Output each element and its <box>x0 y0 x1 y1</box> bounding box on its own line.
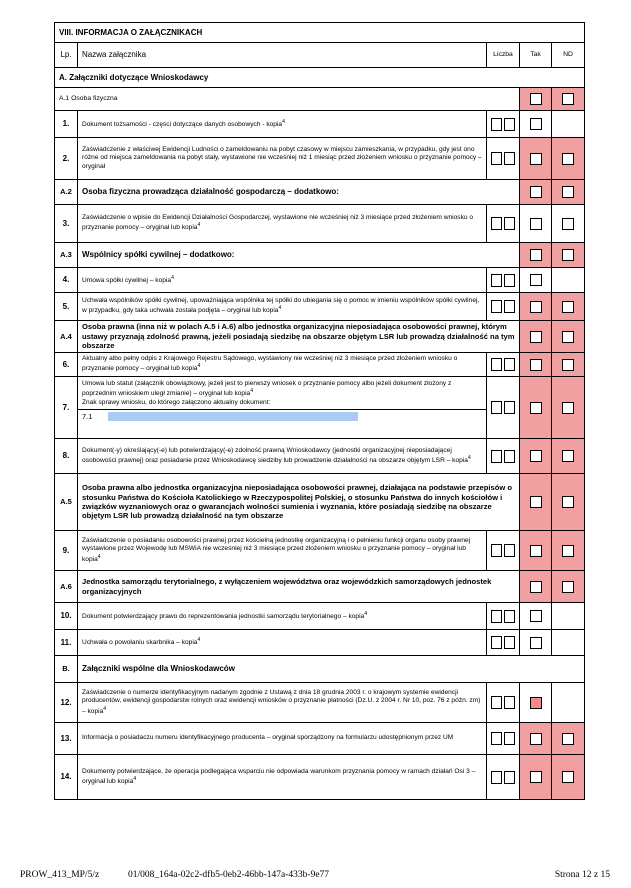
a6-label: Jednostka samorządu terytorialnego, z wyłączeniem województwa oraz wojewódzkich samorządowych jednostek organizacyjnych <box>78 571 520 603</box>
case-number-field[interactable] <box>108 412 358 421</box>
item-1-sup: 4 <box>282 118 285 125</box>
a4-yes-cell <box>520 321 552 353</box>
item-6-count-field[interactable] <box>491 358 515 371</box>
item-12-sup: 4 <box>103 705 107 712</box>
item-5-lp: 5. <box>55 293 78 321</box>
subsection-a4-row <box>55 321 585 353</box>
item-6-yes-checkbox[interactable] <box>530 359 542 371</box>
item-1-text: Dokument tożsamości - części dotyczące danych osobowych - kopia <box>82 120 283 128</box>
item-14-count-field[interactable] <box>491 771 515 784</box>
group-b-label: Załączniki wspólne dla Wnioskodawców <box>78 656 585 683</box>
a4-yes-checkbox[interactable] <box>530 331 542 343</box>
a5-code: A.5 <box>55 474 78 531</box>
item-6-nd-checkbox[interactable] <box>562 359 574 371</box>
item-14-yes-checkbox[interactable] <box>530 771 542 783</box>
section-title: VIII. INFORMACJA O ZAŁĄCZNIKACH <box>55 23 585 43</box>
item-3-yes-cell <box>520 205 552 243</box>
item-8-text: Dokument(-y) określający(-e) lub potwierdzający(-e) zdolność prawną Wnioskodawcy (jednostki organizacyjnej nieposiadającej osobowości prawnej) oraz posiadanie przez Wnioskodawcę siedziby lub prowadzenie działalności na obszarze objętym LSR – kopia <box>82 446 468 465</box>
a5-label: Osoba prawna albo jednostka organizacyjna nieposiadająca osobowości prawnej, działająca na podstawie przepisów o stosunku Państwa do Kościoła Katolickiego w Rzeczypospolitej Polskiej, o stosunku Państwa do innych kościołów i związków wyznaniowych oraz o gwarancjach wolności sumienia i wyznania, które posiadają siedzibę na obszarze objętym LSR lub prowadzą działalność na tym obszarze <box>78 474 520 531</box>
a2-code: A.2 <box>55 180 78 205</box>
item-2-nd-checkbox[interactable] <box>562 153 574 165</box>
item-4-sup: 4 <box>171 274 174 281</box>
item-11-yes-cell <box>520 630 552 656</box>
item-7-count-field[interactable] <box>491 401 515 414</box>
page-number: Strona 12 z 15 <box>554 870 610 880</box>
item-8-yes-checkbox[interactable] <box>530 450 542 462</box>
col-name: Nazwa załącznika <box>78 43 487 68</box>
document-code: 01/008_164a-02c2-dfb5-0eb2-46bb-147a-433b-9e77 <box>128 870 330 880</box>
a3-yes-checkbox[interactable] <box>530 249 542 261</box>
item-13-yes-checkbox[interactable] <box>530 733 542 745</box>
item-3-count-field[interactable] <box>491 217 515 230</box>
group-a-title: A. Załączniki dotyczące Wnioskodawcy <box>55 68 585 88</box>
item-13-yes-cell <box>520 723 552 755</box>
item-9-lp: 9. <box>55 531 78 571</box>
item-7-text: Umowa lub statut (załącznik obowiązkowy, jeżeli jest to pierwszy wniosek o przyznanie pomocy albo jeżeli dokument złożony z poprzednim wnioskiem uległ zmianie) – oryginał lub kopia <box>82 380 452 398</box>
table-row <box>55 439 585 474</box>
item-11-count-cell <box>487 630 520 656</box>
a6-nd-checkbox[interactable] <box>562 581 574 593</box>
item-11-sup: 4 <box>197 637 201 644</box>
table-row <box>55 353 585 377</box>
item-8-nd-cell <box>552 439 585 474</box>
item-4-nd-cell <box>552 268 585 293</box>
a2-nd-cell <box>552 180 585 205</box>
item-3-nd-checkbox[interactable] <box>562 218 574 230</box>
item-9-yes-cell <box>520 531 552 571</box>
item-10-nd-cell <box>552 603 585 630</box>
item-1-yes-checkbox[interactable] <box>530 118 542 130</box>
item-14-nd-cell <box>552 755 585 800</box>
item-13-name: Informacja o posiadaczu numeru identyfikacyjnego producenta – oryginał sporządzony na formularzu udostępnionym przez UM <box>78 723 487 755</box>
a6-yes-checkbox[interactable] <box>530 581 542 593</box>
item-6-name <box>78 353 487 377</box>
item-3-nd-cell <box>552 205 585 243</box>
item-7-1-label: 7.1 <box>82 412 93 422</box>
item-12-count-cell <box>487 683 520 723</box>
table-row <box>55 755 585 800</box>
a3-code: A.3 <box>55 243 78 268</box>
item-5-nd-cell <box>552 293 585 321</box>
item-5-count-cell <box>487 293 520 321</box>
item-8-name <box>78 439 487 474</box>
a1-yes-checkbox[interactable] <box>530 93 542 105</box>
item-13-count-field[interactable] <box>491 732 515 745</box>
item-7-yes-checkbox[interactable] <box>530 402 542 414</box>
group-a-row <box>55 68 585 88</box>
subsection-a1-title: A.1 Osoba fizyczna <box>55 88 520 111</box>
table-row <box>55 205 585 243</box>
item-5-yes-cell <box>520 293 552 321</box>
item-6-count-cell <box>487 353 520 377</box>
attachments-form <box>54 22 584 800</box>
item-7-count-cell <box>487 377 520 439</box>
item-4-text: Umowa spółki cywilnej – kopia <box>82 276 172 284</box>
item-7-name <box>78 377 487 439</box>
item-14-count-cell <box>487 755 520 800</box>
item-10-count-cell <box>487 603 520 630</box>
item-5-text: Uchwała wspólników spółki cywilnej, upoważniająca wspólnika tej spółki do ubiegania się o pomoc w imieniu wspólników spółki cywilnej, w przypadku, gdy taka uchwała została podjęta – oryginał lub kopia <box>82 297 480 315</box>
item-7-nd-cell <box>552 377 585 439</box>
item-1-count-cell <box>487 111 520 138</box>
item-14-nd-checkbox[interactable] <box>562 771 574 783</box>
item-4-count-cell <box>487 268 520 293</box>
col-nd: ND <box>552 43 585 68</box>
item-5-name <box>78 293 487 321</box>
item-1-nd-cell <box>552 111 585 138</box>
subsection-a1-row <box>55 88 585 111</box>
a3-nd-checkbox[interactable] <box>562 249 574 261</box>
column-header-row <box>55 43 585 68</box>
a2-yes-checkbox[interactable] <box>530 186 542 198</box>
item-2-nd-cell <box>552 138 585 180</box>
item-6-text: Aktualny albo pełny odpis z Krajowego Rejestru Sądowego, wystawiony nie wcześniej niż 3 miesiące przed złożeniem wniosku o przyznanie pomocy – oryginał lub kopia <box>82 355 458 373</box>
item-11-text: Uchwała o powołaniu skarbnika – kopia <box>82 639 198 647</box>
item-5-yes-checkbox[interactable] <box>530 301 542 313</box>
item-4-count-field[interactable] <box>491 274 515 287</box>
item-14-name <box>78 755 487 800</box>
form-code: PROW_413_MP/5/z <box>20 870 100 880</box>
item-1-yes-cell <box>520 111 552 138</box>
item-11-nd-cell <box>552 630 585 656</box>
item-1-count-field[interactable] <box>491 118 515 131</box>
item-2-yes-cell <box>520 138 552 180</box>
item-2-name: Zaświadczenie z właściwej Ewidencji Ludności o zameldowaniu na pobyt czasowy w miejscu zamieszkania, w przypadku, gdy jest ono różne od miejsca zameldowania na pobyt stały, wystawione nie wcześniej niż 1 miesiąc przed złożeniem wniosku o przyznanie pomocy – oryginał <box>78 138 487 180</box>
a5-nd-checkbox[interactable] <box>562 496 574 508</box>
item-14-yes-cell <box>520 755 552 800</box>
table-row <box>55 111 585 138</box>
item-9-count-field[interactable] <box>491 544 515 557</box>
item-9-text: Zaświadczenie o posiadaniu osobowości prawnej przez kościelną jednostkę organizacyjną i o pełnieniu funkcji organu osoby prawnej wystawione przez Wojewodę lub MSWiA nie wcześniej niż 3 miesiące przed złożeniem wniosku o przyznanie pomocy – oryginał lub kopia <box>82 537 471 563</box>
a3-yes-cell <box>520 243 552 268</box>
a5-nd-cell <box>552 474 585 531</box>
col-lp: Lp. <box>55 43 78 68</box>
item-3-lp: 3. <box>55 205 78 243</box>
a4-code: A.4 <box>55 321 78 353</box>
table-row <box>55 603 585 630</box>
subsection-a6-row <box>55 571 585 603</box>
a1-nd-checkbox[interactable] <box>562 93 574 105</box>
item-1-lp: 1. <box>55 111 78 138</box>
item-7-nd-checkbox[interactable] <box>562 402 574 414</box>
item-4-yes-cell <box>520 268 552 293</box>
item-5-sup: 4 <box>278 305 282 312</box>
col-yes: Tak <box>520 43 552 68</box>
item-8-count-field[interactable] <box>491 450 515 463</box>
table-row <box>55 293 585 321</box>
item-11-yes-checkbox[interactable] <box>530 637 542 649</box>
attachments-table <box>54 22 585 800</box>
item-3-yes-checkbox[interactable] <box>530 218 542 230</box>
item-11-count-field[interactable] <box>491 636 515 649</box>
item-6-sup: 4 <box>197 363 201 370</box>
subsection-a2-row <box>55 180 585 205</box>
item-14-lp: 14. <box>55 755 78 800</box>
item-10-yes-cell <box>520 603 552 630</box>
item-14-sup: 4 <box>133 775 137 782</box>
item-9-nd-cell <box>552 531 585 571</box>
a3-label: Wspólnicy spółki cywilnej – dodatkowo: <box>78 243 520 268</box>
item-10-name <box>78 603 487 630</box>
a2-label: Osoba fizyczna prowadząca działalność gospodarczą – dodatkowo: <box>78 180 520 205</box>
item-14-text: Dokumenty potwierdzające, że operacja podlegająca wsparciu nie odpowiada warunkom przyznania pomocy w ramach działań Osi 3 – oryginał lub kopia <box>82 767 476 786</box>
a6-code: A.6 <box>55 571 78 603</box>
a4-nd-checkbox[interactable] <box>562 331 574 343</box>
item-12-yes-cell <box>520 683 552 723</box>
item-4-name <box>78 268 487 293</box>
item-12-lp: 12. <box>55 683 78 723</box>
item-7-yes-cell <box>520 377 552 439</box>
item-12-name <box>78 683 487 723</box>
a5-yes-cell <box>520 474 552 531</box>
a1-nd-cell <box>552 88 585 111</box>
section-header-row <box>55 23 585 43</box>
a2-yes-cell <box>520 180 552 205</box>
item-9-sup: 4 <box>97 553 101 560</box>
item-10-yes-checkbox[interactable] <box>530 610 542 622</box>
item-3-text: Zaświadczenie o wpisie do Ewidencji Działalności Gospodarczej, wystawione nie wcześniej niż 3 miesiące przed złożeniem wniosku o przyznanie pomocy – oryginał lub kopia <box>82 214 474 232</box>
item-8-yes-cell <box>520 439 552 474</box>
item-9-nd-checkbox[interactable] <box>562 545 574 557</box>
item-10-lp: 10. <box>55 603 78 630</box>
table-row <box>55 531 585 571</box>
item-13-nd-checkbox[interactable] <box>562 733 574 745</box>
item-9-yes-checkbox[interactable] <box>530 545 542 557</box>
table-row <box>55 723 585 755</box>
table-row <box>55 683 585 723</box>
item-3-count-cell <box>487 205 520 243</box>
item-3-name <box>78 205 487 243</box>
a6-nd-cell <box>552 571 585 603</box>
col-count: Liczba <box>487 43 520 68</box>
a2-nd-checkbox[interactable] <box>562 186 574 198</box>
group-b-code: B. <box>55 656 78 683</box>
subsection-a5-row <box>55 474 585 531</box>
item-9-count-cell <box>487 531 520 571</box>
item-2-lp: 2. <box>55 138 78 180</box>
item-12-yes-checkbox[interactable] <box>530 697 542 709</box>
item-12-nd-cell <box>552 683 585 723</box>
item-13-count-cell <box>487 723 520 755</box>
a4-label: Osoba prawna (inna niż w polach A.5 i A.6) albo jednostka organizacyjna nieposiadająca osobowości prawnej, którym ustawy przyznają zdolność prawną, jeżeli posiadają siedzibę na obszarze objętym LSR lub prowadzą działalność na tym obszarze <box>78 321 520 353</box>
item-5-count-field[interactable] <box>491 300 515 313</box>
item-10-count-field[interactable] <box>491 610 515 623</box>
group-b-row <box>55 656 585 683</box>
item-13-lp: 13. <box>55 723 78 755</box>
item-2-count-cell <box>487 138 520 180</box>
item-11-name <box>78 630 487 656</box>
item-7-lp: 7. <box>55 377 78 439</box>
table-row <box>55 377 585 439</box>
a3-nd-cell <box>552 243 585 268</box>
item-12-count-field[interactable] <box>491 696 515 709</box>
item-8-sup: 4 <box>467 454 471 461</box>
item-9-name <box>78 531 487 571</box>
item-1-name <box>78 111 487 138</box>
item-6-lp: 6. <box>55 353 78 377</box>
a4-nd-cell <box>552 321 585 353</box>
item-4-lp: 4. <box>55 268 78 293</box>
item-11-lp: 11. <box>55 630 78 656</box>
item-5-nd-checkbox[interactable] <box>562 301 574 313</box>
item-6-yes-cell <box>520 353 552 377</box>
item-8-count-cell <box>487 439 520 474</box>
table-row <box>55 630 585 656</box>
a1-yes-cell <box>520 88 552 111</box>
item-10-sup: 4 <box>364 610 368 617</box>
item-8-lp: 8. <box>55 439 78 474</box>
item-12-text: Zaświadczenie o numerze identyfikacyjnym nadanym zgodnie z Ustawą z dnia 18 grudnia 2003 r. o krajowym systemie ewidencji producentów, ewidencji gospodarstw rolnych oraz ewidencji wniosków o przyznanie płatności (Dz.U. z 2004 r. Nr 10, poz. 76 z późn. zm) – kopia <box>82 689 481 715</box>
item-2-yes-checkbox[interactable] <box>530 153 542 165</box>
item-7-sup: 4 <box>250 388 254 395</box>
item-6-nd-cell <box>552 353 585 377</box>
item-4-yes-checkbox[interactable] <box>530 274 542 286</box>
item-13-nd-cell <box>552 723 585 755</box>
item-7-1-row <box>78 409 486 424</box>
item-7-text2: Znak sprawy wniosku, do którego załączono aktualny dokument: <box>82 398 271 406</box>
item-10-text: Dokument potwierdzający prawo do reprezentowania jednostki samorządu terytorialnego – kopia <box>82 612 365 620</box>
a5-yes-checkbox[interactable] <box>530 496 542 508</box>
table-row <box>55 268 585 293</box>
item-8-nd-checkbox[interactable] <box>562 450 574 462</box>
subsection-a3-row <box>55 243 585 268</box>
table-row <box>55 138 585 180</box>
a6-yes-cell <box>520 571 552 603</box>
item-3-sup: 4 <box>197 222 201 229</box>
item-2-count-field[interactable] <box>491 152 515 165</box>
